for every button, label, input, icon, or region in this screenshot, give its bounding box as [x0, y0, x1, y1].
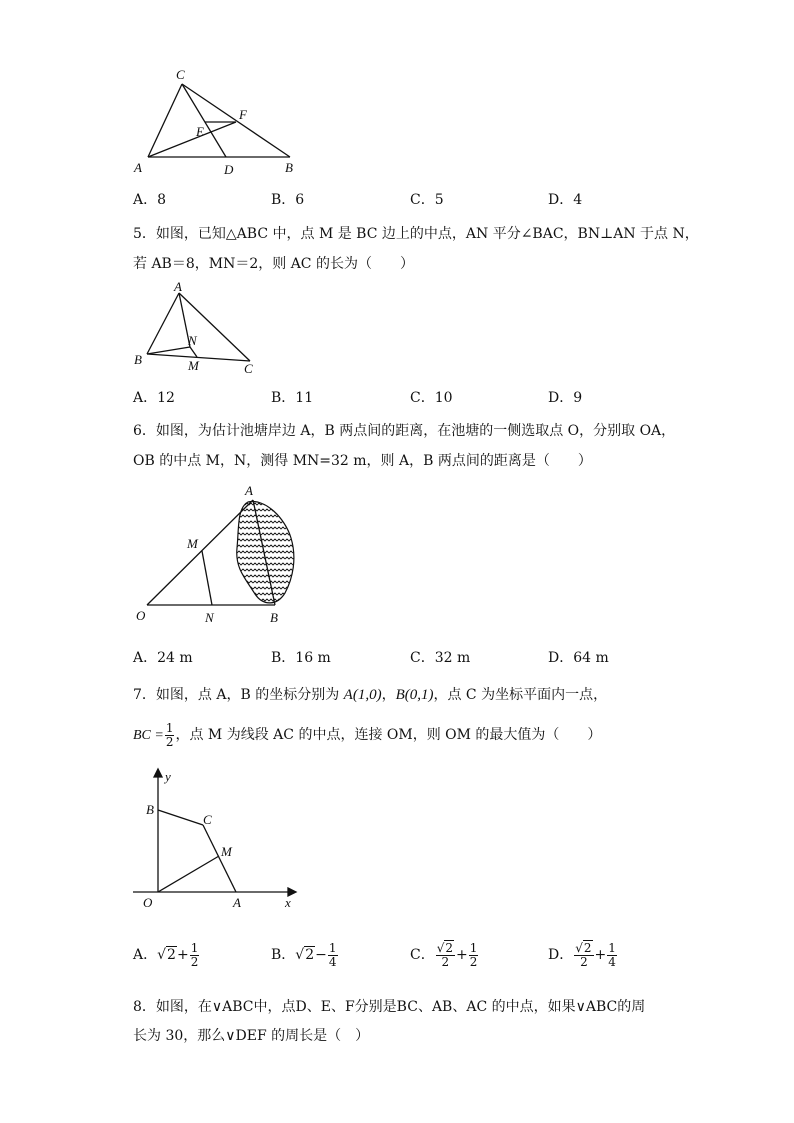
q5-question-line1: 5．如图，已知△ABC 中，点 M 是 BC 边上的中点，AN 平分∠BAC，BN⊥AN 于点 N，	[133, 226, 699, 242]
q4-label-c: C	[176, 67, 185, 82]
q4-triangle-figure	[120, 62, 320, 182]
q5-label-b: B	[134, 352, 142, 367]
q4-label-a: A	[134, 160, 142, 175]
q4-option-c[interactable]: C．5	[410, 192, 444, 208]
q6-option-b[interactable]: B．16 m	[271, 650, 331, 666]
q6-question-line1: 6．如图，为估计池塘岸边 A，B 两点间的距离，在池塘的一侧选取点 O，分别取 OA，	[133, 423, 676, 439]
q7-label-y: y	[165, 769, 171, 784]
q7-option-a[interactable]: A．√2+ $\frac{1}{2}$	[133, 940, 199, 969]
q5-option-d[interactable]: D．9	[548, 390, 583, 406]
q7-label-c: C	[203, 812, 212, 827]
q6-question-line2: OB 的中点 M，N，测得 MN=32 m，则 A，B 两点间的距离是（ ）	[133, 453, 592, 469]
pond-shape	[237, 501, 294, 602]
q4-option-b[interactable]: B．6	[271, 192, 305, 208]
q4-option-d[interactable]: D．4	[548, 192, 583, 208]
q7-coord-b: B(0,1)	[395, 687, 434, 703]
q4-segment-cd	[182, 84, 226, 157]
q7-question-line2	[133, 720, 601, 751]
y-axis-arrow	[154, 769, 162, 777]
q7-question-line1: 7．如图，点 A，B 的坐标分别为 A(1,0)，B(0,1)，点 C 为坐标平面内一点，	[133, 687, 608, 703]
q7-line1-prefix: 7．如图，点 A，B 的坐标分别为	[133, 687, 344, 703]
q5-label-m: M	[188, 358, 199, 373]
q6-option-a[interactable]: A．24 m	[133, 650, 193, 666]
q7-label-a: A	[233, 895, 241, 910]
q4-label-d: D	[224, 162, 234, 177]
q8-question-line2: 长为 30，那么∨DEF 的周长是（ ）	[133, 1028, 370, 1044]
q4-label-b: B	[285, 160, 293, 175]
q5-segment-nm	[190, 347, 197, 357]
q4-label-f: F	[239, 107, 247, 122]
q7-bc-fraction: $\frac{1}{2}$	[165, 720, 174, 749]
q7-label-m: M	[221, 844, 232, 859]
q6-label-b: B	[270, 610, 278, 625]
q5-question-line2: 若 AB＝8，MN＝2，则 AC 的长为（ ）	[133, 256, 414, 272]
q4-option-a[interactable]: A．8	[133, 192, 167, 208]
q7-bc-prefix: BC =	[133, 728, 164, 743]
q6-label-o: O	[136, 608, 146, 623]
q8-question-line1: 8．如图，在∨ABC中，点D、E、F分别是BC、AB、AC 的中点，如果∨ABC的周	[133, 999, 646, 1015]
q5-label-a: A	[174, 279, 182, 294]
q7-option-d[interactable]: D． $\frac{√2}{2}$ + $\frac{1}{4}$	[548, 940, 616, 969]
q5-option-c[interactable]: C．10	[410, 390, 453, 406]
q6-label-n: N	[205, 610, 214, 625]
q7-line1-suffix: ，点 C 为坐标平面内一点，	[433, 687, 608, 703]
q5-triangle-figure	[125, 278, 275, 380]
q5-label-c: C	[244, 361, 253, 376]
q7-segment-om	[158, 856, 219, 892]
q7-coordinate-figure	[125, 766, 305, 916]
q7-option-b[interactable]: B．√2− $\frac{1}{4}$	[271, 940, 337, 969]
q5-side-ac	[179, 293, 250, 361]
q6-pond-figure	[125, 478, 315, 628]
q7-segment-bc	[158, 810, 203, 825]
q7-label-x: x	[285, 895, 291, 910]
q5-option-a[interactable]: A．12	[133, 390, 175, 406]
q5-option-b[interactable]: B．11	[271, 390, 314, 406]
q7-label-b: B	[146, 802, 154, 817]
q6-label-a: A	[245, 483, 253, 498]
q5-label-n: N	[188, 333, 197, 348]
q6-option-d[interactable]: D．64 m	[548, 650, 609, 666]
q7-label-o: O	[143, 895, 153, 910]
q6-option-c[interactable]: C．32 m	[410, 650, 471, 666]
q7-line2-suffix: ，点 M 为线段 AC 的中点，连接 OM，则 OM 的最大值为（ ）	[175, 727, 602, 743]
q5-segment-bn	[147, 347, 190, 354]
q4-side-cb	[182, 84, 290, 157]
q4-label-e: E	[196, 124, 204, 139]
q6-segment-mn	[202, 551, 212, 605]
q7-option-c[interactable]: C． $\frac{√2}{2}$ + $\frac{1}{2}$	[410, 940, 478, 969]
q6-label-m: M	[187, 536, 198, 551]
q5-side-ab	[147, 293, 179, 354]
q7-coord-a: A(1,0)	[343, 687, 382, 703]
